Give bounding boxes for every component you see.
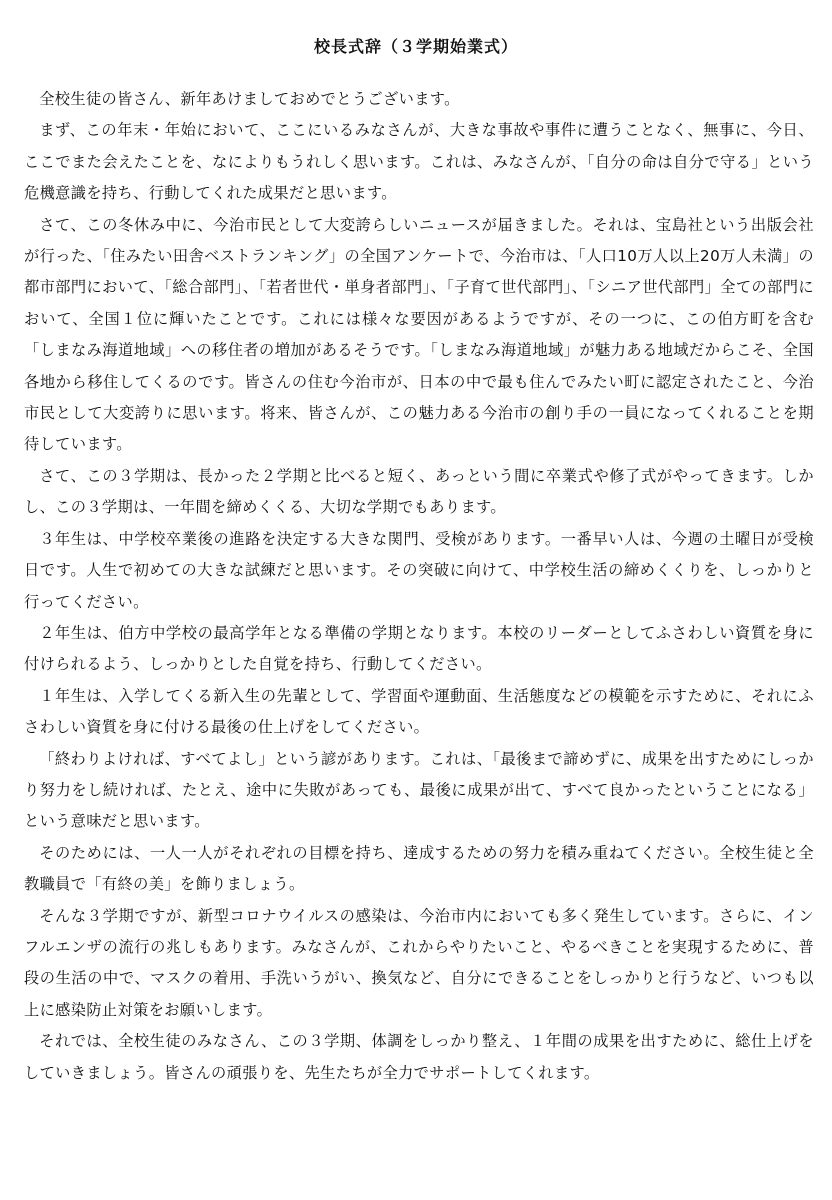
paragraph-grade-1: １年生は、入学してくる新入生の先輩として、学習面や運動面、生活態度などの模範を示すために、それにふさわしい資質を身に付ける最後の仕上げをしてください。 <box>24 686 814 737</box>
document-title: 校長式辞（３学期始業式） <box>313 37 518 56</box>
paragraph-closing: それでは、全校生徒のみなさん、この３学期、体調をしっかり整え、１年間の成果を出すために、総仕上げをしていきましょう。皆さんの頑張りを、先生たちが全力でサポートしてくれます。 <box>24 1032 814 1082</box>
paragraph-infection-control: そんな３学期ですが、新型コロナウイルスの感染は、今治市内においても多く発生しています。さらに、インフルエンザの流行の兆しもあります。みなさんが、これからやりたいこと、やるべきことを実現するために、普段の生活の中で、マスクの着用、手洗いうがい、換気など、自分にできることをしっかりと行うなど、いつも以上に感染防止対策をお願いします。 <box>24 906 814 1019</box>
paragraph-third-term: さて、この３学期は、長かった２学期と比べると短く、あっという間に卒業式や修了式がやってきます。しかし、この３学期は、一年間を締めくくる、大切な学期でもあります。 <box>24 466 814 517</box>
paragraph-safety: まず、この年末・年始において、ここにいるみなさんが、大きな事故や事件に遭うことなく、無事に、今日、ここでまた会えたことを、なによりもうれしく思います。これは、みなさんが、「自分の命は自分で守る」という危機意識を持ち、行動してくれた成果だと思います。 <box>24 121 814 203</box>
paragraph-imabari-news: さて、この冬休み中に、今治市民として大変誇らしいニュースが届きました。それは、宝島社という出版会社が行った、「住みたい田舎ベストランキング」の全国アンケートで、今治市は、「人口10万人以上20万人未満」の都市部門において、「総合部門」、「若者世代・単身者部門」、「子育て世代部門」、「シニア世代部門」全ての部門において、全国１位に輝いたことです。これには様々な要因があるようですが、その一つに、この伯方町を含む「しまなみ海道地域」への移住者の増加があるそうです。「しまなみ海道地域」が魅力ある地域だからこそ、全国各地から移住してくるのです。皆さんの住む今治市が、日本の中で最も住んでみたい町に認定されたこと、今治市民として大変誇りに思います。将来、皆さんが、この魅力ある今治市の創り手の一員になってくれることを期待しています。 <box>24 215 814 454</box>
paragraph-grade-2: ２年生は、伯方中学校の最高学年となる準備の学期となります。本校のリーダーとしてふさわしい資質を身に付けられるよう、しっかりとした自覚を持ち、行動してください。 <box>24 623 814 674</box>
speech-body <box>24 84 814 1089</box>
paragraph-greeting: 全校生徒の皆さん、新年あけましておめでとうございます。 <box>39 90 460 108</box>
paragraph-goals: そのためには、一人一人がそれぞれの目標を持ち、達成するための努力を積み重ねてください。全校生徒と全教職員で「有終の美」を飾りましょう。 <box>24 843 814 894</box>
paragraph-grade-3: ３年生は、中学校卒業後の進路を決定する大きな関門、受検があります。一番早い人は、今週の土曜日が受検日です。人生で初めての大きな試練だと思います。その突破に向けて、中学校生活の締めくくりを、しっかりと行ってください。 <box>24 529 814 611</box>
paragraph-proverb: 「終わりよければ、すべてよし」という諺があります。これは、「最後まで諦めずに、成果を出すためにしっかり努力をし続ければ、たとえ、途中に失敗があっても、最後に成果が出て、すべて良かったということになる」という意味だと思います。 <box>24 749 814 831</box>
